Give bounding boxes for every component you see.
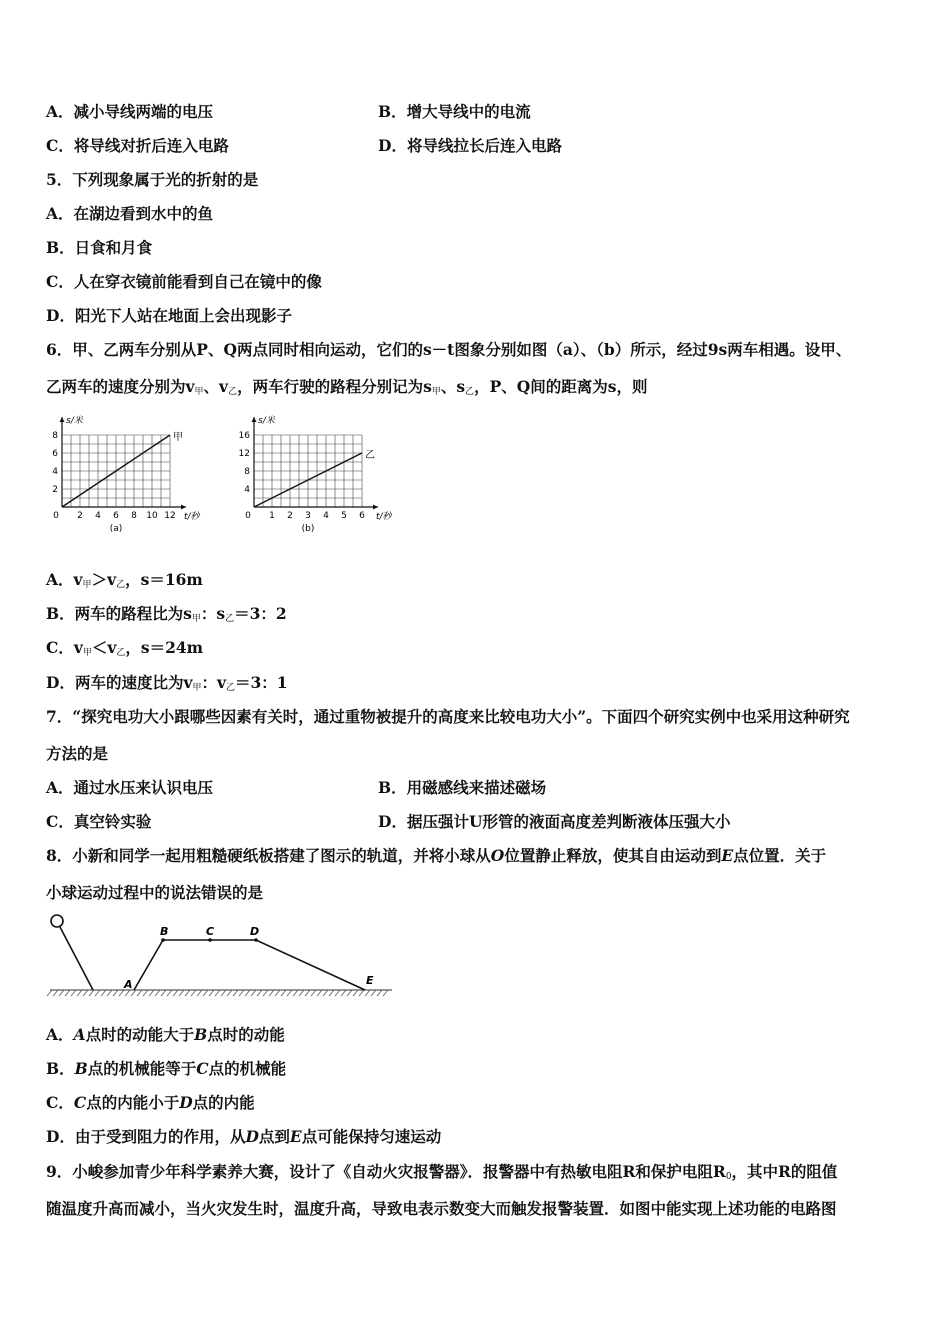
x-tick-label: 2 <box>77 511 83 521</box>
q5-stem: 5．下列现象属于光的折射的是 <box>46 170 259 189</box>
y-tick-label: 6 <box>52 449 58 459</box>
q7-stem-line2: 方法的是 <box>46 744 109 763</box>
q5-option-b: B．日食和月食 <box>46 238 153 257</box>
q4-option-a: A．减小导线两端的电压 <box>46 102 214 121</box>
label-a: A <box>124 978 133 991</box>
y-axis-label: s/米 <box>258 416 275 426</box>
x-tick-label: 5 <box>341 511 347 521</box>
x-axis-label: t/秒 <box>184 512 200 522</box>
label-c: C <box>206 925 215 938</box>
q8-option-a: A．A点时的动能大于B点时的动能 <box>46 1025 285 1044</box>
q6-stem-line2: 乙两车的速度分别为$v_甲$、$v_乙$，两车行驶的路程分别记为$s_甲$、$s_乙$，P、Q间的距离为s，则 <box>46 377 648 397</box>
track <box>60 927 93 990</box>
y-tick-label: 16 <box>238 431 250 441</box>
x-tick-label: 3 <box>305 511 311 521</box>
track-figure <box>44 910 398 1002</box>
q6-option-c: C．$v_甲<v_乙$，s＝24m <box>46 638 204 658</box>
q8-stem-line1: 8．小新和同学一起用粗糙硬纸板搭建了图示的轨道，并将小球从O位置静止释放，使其自由运动到E点位置．关于 <box>46 846 827 865</box>
x-axis-label: t/秒 <box>376 512 392 522</box>
label-d: D <box>250 925 260 938</box>
q8-option-c: C．C点的内能小于D点的内能 <box>46 1093 255 1112</box>
chart-b <box>232 405 412 537</box>
chart-caption: (a) <box>109 524 123 534</box>
q4-option-d: D．将导线拉长后连入电路 <box>378 136 562 155</box>
x-axis-arrow <box>181 505 186 510</box>
q8-option-b: B．B点的机械能等于C点的机械能 <box>46 1059 287 1078</box>
x-tick-label: 6 <box>359 511 365 521</box>
q7-stem-line1: 7．“探究电功大小跟哪些因素有关时，通过重物被提升的高度来比较电功大小”。下面四个研究实例中也采用这种研究 <box>46 707 850 726</box>
x-tick-label: 8 <box>131 511 137 521</box>
label-b: B <box>160 925 169 938</box>
y-tick-label: 12 <box>238 449 250 459</box>
series-label: 乙 <box>365 450 375 461</box>
x-tick-label: 4 <box>95 511 101 521</box>
x-axis-arrow <box>373 505 378 510</box>
y-tick-label: 4 <box>244 485 250 495</box>
q8-option-d: D．由于受到阻力的作用，从D点到E点可能保持匀速运动 <box>46 1127 442 1146</box>
q4-option-c: C．将导线对折后连入电路 <box>46 136 229 155</box>
y-axis-arrow <box>252 417 257 422</box>
q7-option-a: A．通过水压来认识电压 <box>46 778 214 797</box>
q7-option-c: C．真空铃实验 <box>46 812 152 831</box>
q9-stem-line2: 随温度升高而减小，当火灾发生时，温度升高，导致电表示数变大而触发报警装置．如图中能实现上述功能的电路图 <box>46 1199 837 1218</box>
ball <box>51 915 63 927</box>
chart-caption: (b) <box>301 524 315 534</box>
q7-option-d: D．据压强计U形管的液面高度差判断液体压强大小 <box>378 812 731 831</box>
track-abcde <box>134 940 365 990</box>
q6-option-a: A．$v_甲>v_乙$，s＝16m <box>46 570 203 590</box>
x-tick-label: 12 <box>164 511 176 521</box>
x-tick-label: 2 <box>287 511 293 521</box>
x-tick-label: 0 <box>53 511 59 521</box>
label-e: E <box>366 974 374 987</box>
chart-a <box>40 405 220 537</box>
q5-option-d: D．阳光下人站在地面上会出现影子 <box>46 306 292 325</box>
x-tick-label: 0 <box>245 511 251 521</box>
q8-stem-line2: 小球运动过程中的说法错误的是 <box>46 883 264 902</box>
series-label: 甲 <box>173 432 183 443</box>
q4-option-b: B．增大导线中的电流 <box>378 102 531 121</box>
y-tick-label: 8 <box>244 467 250 477</box>
y-axis-arrow <box>60 417 65 422</box>
x-tick-label: 10 <box>146 511 158 521</box>
q9-stem-line1: 9．小峻参加青少年科学素养大赛，设计了《自动火灾报警器》．报警器中有热敏电阻R和保护电阻$R_0$，其中R的阻值 <box>46 1162 838 1182</box>
y-tick-label: 2 <box>52 485 58 495</box>
x-tick-label: 6 <box>113 511 119 521</box>
q5-option-c: C．人在穿衣镜前能看到自己在镜中的像 <box>46 272 322 291</box>
q6-stem-line1: 6．甲、乙两车分别从P、Q两点同时相向运动，它们的s－t图象分别如图（a）、（b）所示，经过9s两车相遇。设甲、 <box>46 340 852 359</box>
q6-option-d: D．两车的速度比为$v_甲$：$v_乙=3$：1 <box>46 673 288 693</box>
y-tick-label: 4 <box>52 467 58 477</box>
q7-option-b: B．用磁感线来描述磁场 <box>378 778 547 797</box>
q5-option-a: A．在湖边看到水中的鱼 <box>46 204 214 223</box>
y-tick-label: 8 <box>52 431 58 441</box>
x-tick-label: 4 <box>323 511 329 521</box>
x-tick-label: 1 <box>269 511 275 521</box>
q6-option-b: B．两车的路程比为$s_甲$：$s_乙=3$：2 <box>46 604 287 624</box>
y-axis-label: s/米 <box>66 416 83 426</box>
